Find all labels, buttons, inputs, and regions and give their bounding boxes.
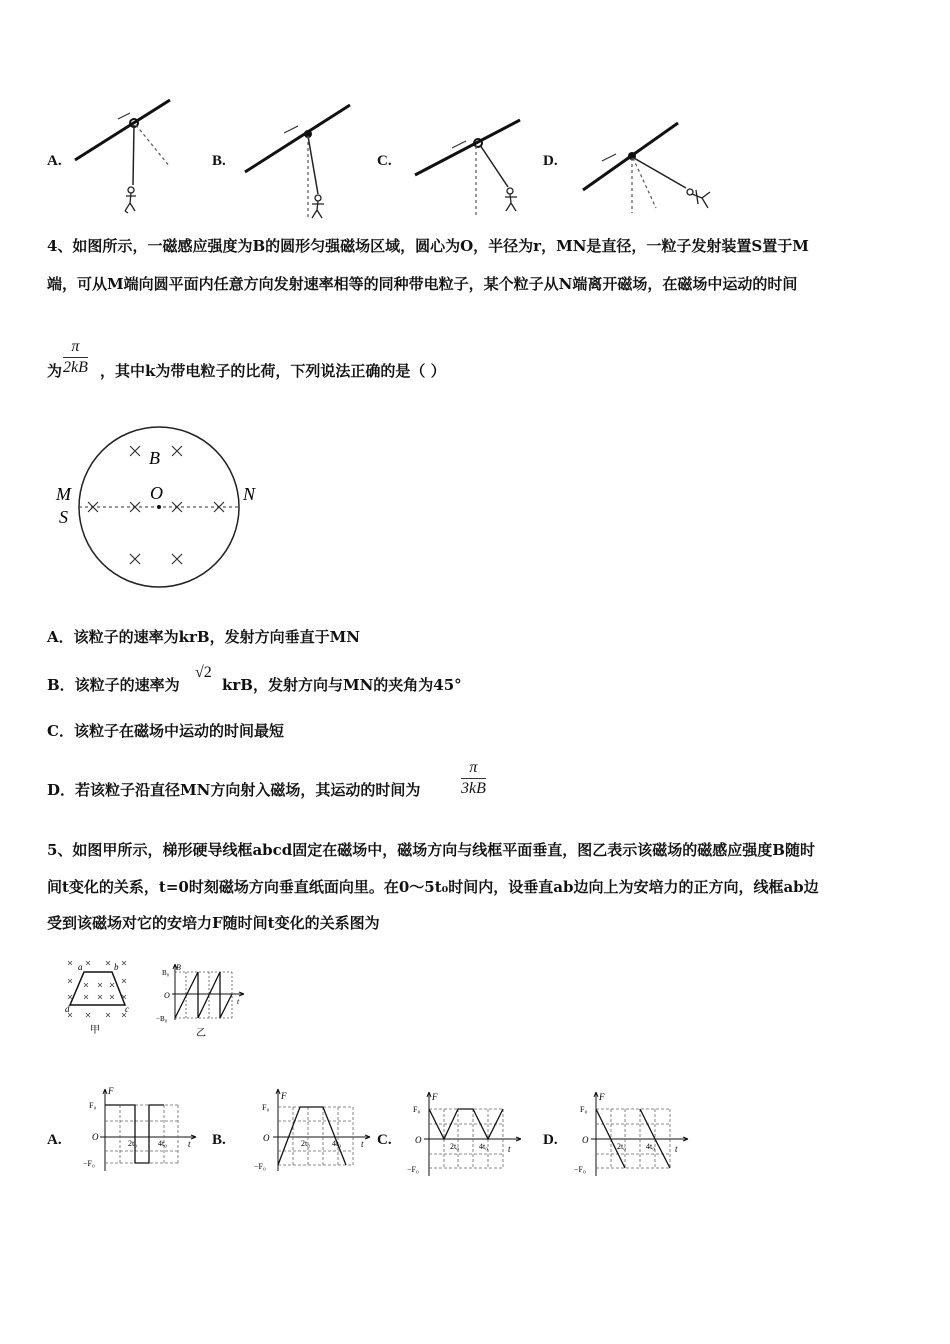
- trapezoid-frame: [70, 972, 125, 1005]
- svg-text:F: F: [432, 1092, 438, 1102]
- q4-option-d-numerator: π: [461, 758, 486, 779]
- q3-option-c-label: C.: [377, 153, 392, 169]
- q3-figure-d: [578, 118, 718, 218]
- q4-option-b-sqrt: √2: [195, 664, 212, 681]
- svg-text:4t₀: 4t₀: [158, 1139, 168, 1148]
- svg-text:t: t: [361, 1139, 364, 1149]
- svg-text:2t₀: 2t₀: [128, 1139, 138, 1148]
- svg-text:4t₀: 4t₀: [646, 1142, 656, 1151]
- q5-graph-b: [248, 1085, 373, 1175]
- svg-text:O: O: [164, 991, 170, 1000]
- q4-fraction-numerator: π: [63, 337, 88, 358]
- label-s: S: [59, 507, 68, 527]
- q5-stem-line3: 受到该磁场对它的安培力F随时间t变化的关系图为: [47, 914, 380, 932]
- q5-stem-line1: 5、如图甲所示，梯形硬导线框abcd固定在磁场中，磁场方向与线框平面垂直，图乙表示该磁场的磁感应强度B随时: [47, 841, 815, 859]
- q3-option-b-label: B.: [212, 153, 226, 169]
- q4-stem-line1: 4、如图所示，一磁感应强度为B的圆形匀强磁场区域，圆心为O，半径为r，MN是直径，一粒子发射装置S置于M: [47, 237, 809, 255]
- svg-text:t: t: [188, 1139, 191, 1149]
- svg-text:F: F: [281, 1091, 287, 1101]
- svg-text:c: c: [125, 1004, 129, 1014]
- svg-text:O: O: [415, 1135, 422, 1145]
- q4-option-a: A．该粒子的速率为krB，发射方向垂直于MN: [47, 628, 360, 646]
- svg-text:乙: 乙: [196, 1028, 206, 1039]
- q5-option-c-label: C.: [377, 1132, 392, 1148]
- q4-option-d-prefix: D．若该粒子沿直径MN方向射入磁场，其运动的时间为: [47, 781, 421, 799]
- svg-text:B: B: [176, 963, 181, 972]
- q5-graph-d: [572, 1088, 692, 1178]
- svg-text:−F₀: −F₀: [407, 1165, 419, 1174]
- svg-text:−B₀: −B₀: [156, 1015, 168, 1023]
- q4-fraction-denominator: 2kB: [63, 359, 88, 376]
- svg-text:t: t: [508, 1144, 511, 1154]
- q5-option-a-label: A.: [47, 1132, 62, 1148]
- center-dot: [157, 505, 161, 509]
- q5-stem-line2: 间t变化的关系，t=0时刻磁场方向垂直纸面向里。在0～5t₀时间内，设垂直ab边向上为安培力的正方向，线框ab边: [47, 878, 819, 896]
- svg-text:b: b: [114, 962, 119, 972]
- svg-text:t: t: [237, 997, 240, 1006]
- q4-stem-line2: 端，可从M端向圆平面内任意方向发射速率相等的同种带电粒子，某个粒子从N端离开磁场，在磁场中运动的时间: [47, 275, 798, 293]
- label-n: N: [243, 484, 256, 504]
- svg-text:4t₀: 4t₀: [332, 1139, 342, 1148]
- q3-option-a-label: A.: [47, 153, 62, 169]
- q4-option-d-denominator: 3kB: [461, 780, 486, 797]
- svg-text:−F₀: −F₀: [254, 1162, 266, 1171]
- svg-text:4t₀: 4t₀: [479, 1142, 489, 1151]
- q4-option-d-fraction: [461, 758, 486, 799]
- svg-text:2t₀: 2t₀: [301, 1139, 311, 1148]
- q3-figure-b: [240, 100, 355, 220]
- q4-stem-line3-suffix: ，其中k为带电粒子的比荷，下列说法正确的是（ ）: [100, 362, 446, 380]
- q5-graph-a: [78, 1085, 198, 1175]
- svg-text:O: O: [582, 1135, 589, 1145]
- svg-text:2t₀: 2t₀: [450, 1142, 460, 1151]
- svg-text:F: F: [599, 1092, 605, 1102]
- svg-text:O: O: [92, 1132, 99, 1142]
- svg-text:甲: 甲: [90, 1025, 100, 1036]
- q5-option-d-label: D.: [543, 1132, 558, 1148]
- q3-option-d-label: D.: [543, 153, 558, 169]
- svg-text:t: t: [675, 1144, 678, 1154]
- q3-figure-c: [410, 115, 525, 220]
- svg-text:F₀: F₀: [89, 1101, 97, 1110]
- q4-option-c: C．该粒子在磁场中运动的时间最短: [47, 722, 284, 740]
- q5-graph-c: [405, 1088, 525, 1178]
- svg-text:F₀: F₀: [262, 1103, 270, 1112]
- q5-figure-jia: [62, 955, 137, 1037]
- q4-option-b-suffix: krB，发射方向与MN的夹角为45°: [222, 676, 462, 694]
- label-o: O: [150, 483, 163, 503]
- q5-option-b-label: B.: [212, 1132, 226, 1148]
- q5-figure-yi: [150, 960, 250, 1040]
- label-m: M: [56, 484, 71, 504]
- svg-text:−F₀: −F₀: [574, 1165, 586, 1174]
- svg-text:a: a: [78, 962, 83, 972]
- q4-stem-line3-prefix: 为: [47, 362, 63, 380]
- svg-text:F₀: F₀: [413, 1105, 421, 1114]
- graph-a-line: [105, 1105, 164, 1163]
- b-t-curve: [175, 972, 232, 1018]
- svg-text:−F₀: −F₀: [83, 1159, 95, 1168]
- label-b: B: [149, 448, 160, 468]
- svg-text:2t₀: 2t₀: [617, 1142, 627, 1151]
- svg-text:F₀: F₀: [580, 1105, 588, 1114]
- q4-option-b-prefix: B．该粒子的速率为: [47, 676, 180, 694]
- q3-figure-a: [70, 95, 180, 220]
- q4-field-diagram: [50, 415, 280, 595]
- svg-text:B₀: B₀: [162, 969, 170, 977]
- svg-text:F: F: [108, 1086, 114, 1096]
- svg-text:d: d: [65, 1004, 70, 1014]
- q4-time-fraction: [63, 337, 88, 378]
- graph-b-line: [278, 1107, 346, 1165]
- svg-text:O: O: [263, 1133, 270, 1143]
